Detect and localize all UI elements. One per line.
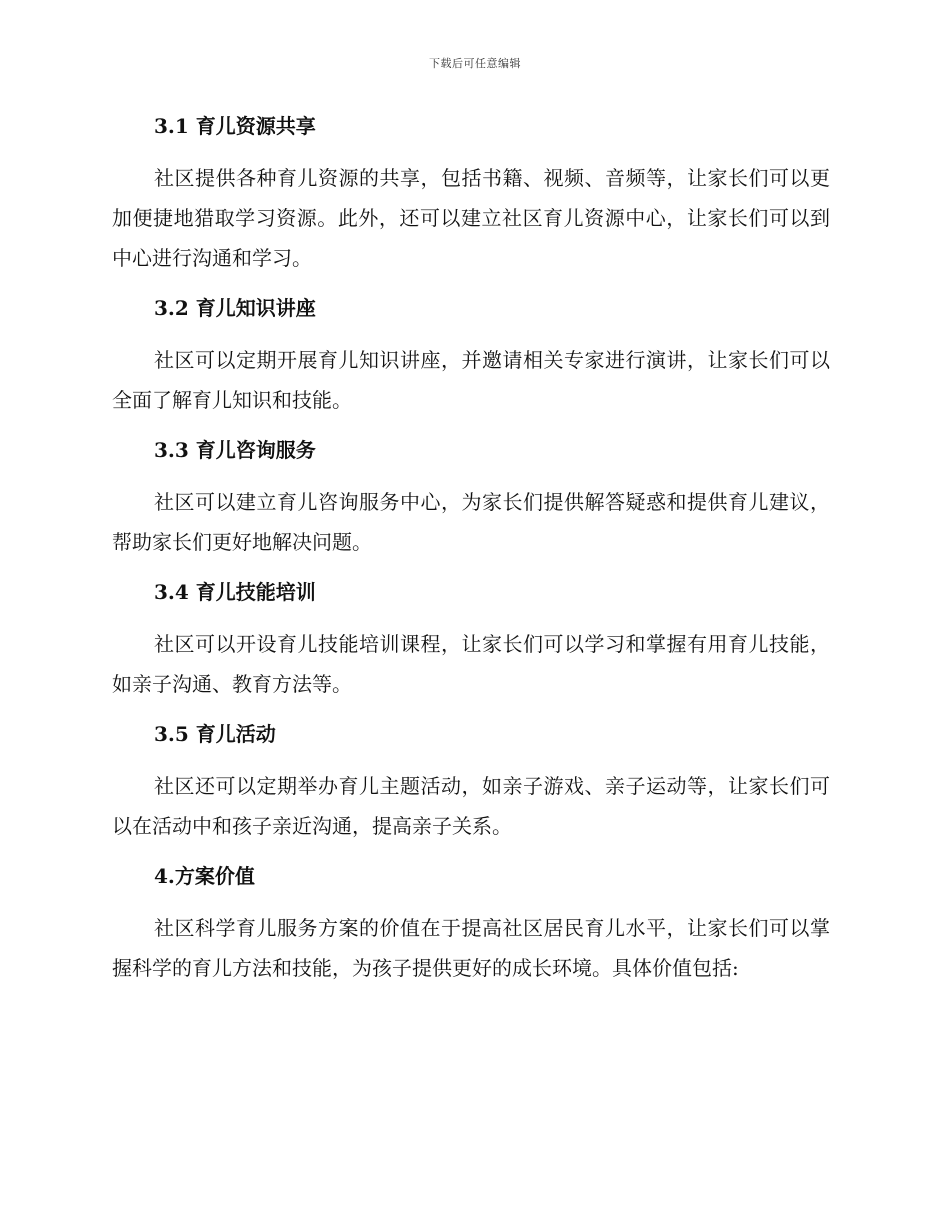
section-4 <box>112 858 830 988</box>
section-heading: 3.2 育儿知识讲座 <box>154 296 316 320</box>
section-3-3 <box>112 432 830 562</box>
section-3-1 <box>112 108 830 278</box>
section-heading: 4.方案价值 <box>154 864 255 888</box>
section-heading: 3.1 育儿资源共享 <box>154 114 316 138</box>
section-paragraph: 社区提供各种育儿资源的共享，包括书籍、视频、音频等，让家长们可以更加便捷地猎取学习资源。此外，还可以建立社区育儿资源中心，让家长们可以到中心进行沟通和学习。 <box>112 166 830 270</box>
section-paragraph: 社区可以建立育儿咨询服务中心，为家长们提供解答疑惑和提供育儿建议，帮助家长们更好地解决问题。 <box>112 490 830 554</box>
section-paragraph: 社区还可以定期举办育儿主题活动，如亲子游戏、亲子运动等，让家长们可以在活动中和孩子亲近沟通，提高亲子关系。 <box>112 774 830 838</box>
section-paragraph: 社区可以定期开展育儿知识讲座，并邀请相关专家进行演讲，让家长们可以全面了解育儿知识和技能。 <box>112 348 830 412</box>
section-heading: 3.4 育儿技能培训 <box>154 580 316 604</box>
section-heading: 3.3 育儿咨询服务 <box>154 438 316 462</box>
section-3-2 <box>112 290 830 420</box>
header-note: 下载后可任意编辑 <box>429 57 521 70</box>
section-paragraph: 社区科学育儿服务方案的价值在于提高社区居民育儿水平，让家长们可以掌握科学的育儿方法和技能，为孩子提供更好的成长环境。具体价值包括: <box>112 916 830 980</box>
document-body <box>112 108 830 1000</box>
section-heading: 3.5 育儿活动 <box>154 722 276 746</box>
section-3-4 <box>112 574 830 704</box>
section-paragraph: 社区可以开设育儿技能培训课程，让家长们可以学习和掌握有用育儿技能，如亲子沟通、教育方法等。 <box>112 632 830 696</box>
section-3-5 <box>112 716 830 846</box>
